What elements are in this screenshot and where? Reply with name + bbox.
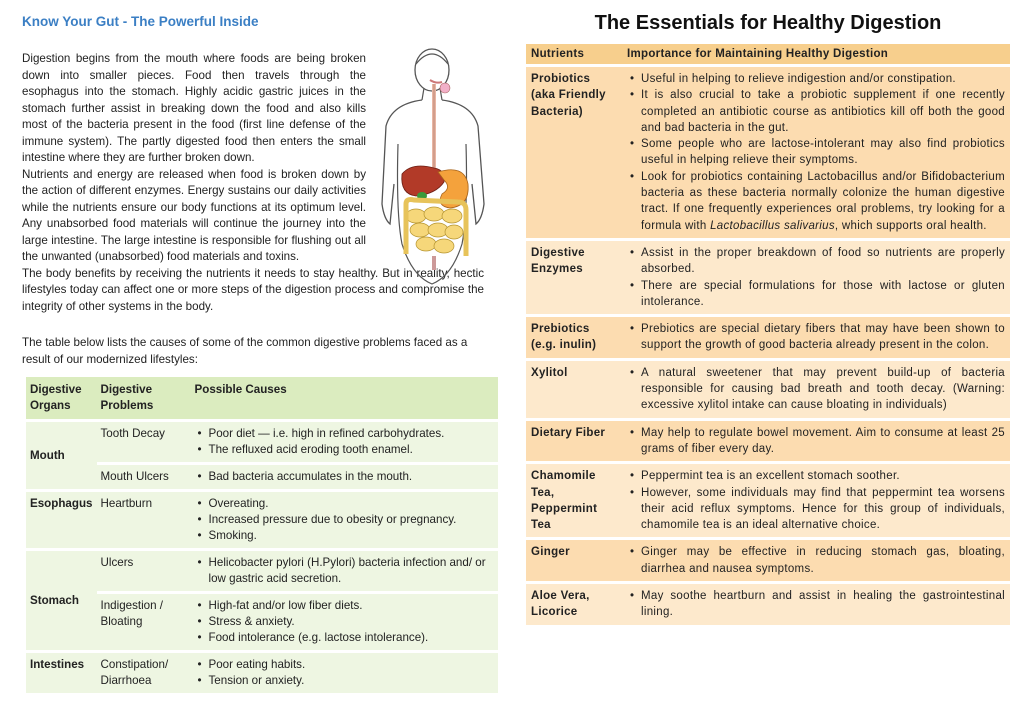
problem-ulcers: Ulcers bbox=[97, 551, 191, 591]
nutrient-ginger: Ginger bbox=[526, 540, 622, 581]
organ-stomach: Stomach bbox=[26, 551, 97, 650]
table-row bbox=[526, 421, 1010, 462]
organ-mouth: Mouth bbox=[26, 422, 97, 489]
desc-xylitol bbox=[622, 361, 1010, 418]
table-row bbox=[26, 422, 498, 462]
list-item: • Assist in the proper breakdown of food so nutrients are properly absorbed. bbox=[641, 245, 1005, 278]
list-item: • Useful in helping to relieve indigestion and/or constipation. bbox=[641, 71, 1005, 87]
list-item: • May soothe heartburn and assist in healing the gastrointestinal lining. bbox=[641, 588, 1005, 621]
organ-intestines: Intestines bbox=[26, 653, 97, 693]
cause-item: • Poor diet — i.e. high in refined carbohydrates. bbox=[209, 426, 495, 442]
table-intro: The table below lists the causes of some of the common digestive problems faced as a result of our modernized lifestyles: bbox=[22, 336, 468, 366]
table-row bbox=[26, 653, 498, 693]
problem-heartburn: Heartburn bbox=[97, 492, 191, 548]
nutrient-fiber: Dietary Fiber bbox=[526, 421, 622, 462]
table-row bbox=[26, 551, 498, 591]
intro-paragraph-3: The body benefits by receiving the nutrients it needs to stay healthy. But in reality, hectic lifestyles today can affect one or more steps of the digestion process and compromise the integrity of other systems in the body. bbox=[22, 266, 484, 313]
nutrient-enzymes: Digestive Enzymes bbox=[526, 241, 622, 314]
table-row bbox=[26, 465, 498, 489]
section-title: Know Your Gut - The Powerful Inside bbox=[22, 14, 259, 29]
list-item: • There are special formulations for those with lactose or gluten intolerance. bbox=[641, 278, 1005, 311]
text-span: Look for probiotics containing Lactobacillus and/or Bifidobacterium bacteria as these bacteria normally colonize the human digestive tract. If one frequently experiences oral problems, try looking for a formula with bbox=[641, 170, 1005, 232]
list-item: • Peppermint tea is an excellent stomach soother. bbox=[641, 468, 1005, 484]
problem-mouth-ulcers: Mouth Ulcers bbox=[97, 465, 191, 489]
list-item: • May help to regulate bowel movement. Aim to consume at least 25 grams of fiber every day. bbox=[641, 425, 1005, 458]
cause-item: • Food intolerance (e.g. lactose intolerance). bbox=[209, 630, 495, 646]
header-causes: Possible Causes bbox=[191, 377, 499, 419]
list-item: • It is also crucial to take a probiotic supplement if one recently completed an antibiotic course as antibiotics kill off both the good and bad bacteria in the gut. bbox=[641, 87, 1005, 136]
list-item: • However, some individuals may find that peppermint tea worsens their acid reflux symptoms. Hence for this group of individuals, chamomile tea is an ideal alternative choice. bbox=[641, 485, 1005, 534]
list-item: • Prebiotics are special dietary fibers that may have been shown to support the growth of good bacteria already present in the colon. bbox=[641, 321, 1005, 354]
table-row bbox=[526, 361, 1010, 418]
causes-mouth-ulcers bbox=[191, 465, 499, 489]
header-importance: Importance for Maintaining Healthy Digestion bbox=[622, 44, 1010, 64]
cause-item: • Overeating. bbox=[209, 496, 495, 512]
left-column bbox=[22, 14, 484, 696]
causes-heartburn bbox=[191, 492, 499, 548]
desc-probiotics bbox=[622, 67, 1010, 238]
desc-fiber bbox=[622, 421, 1010, 462]
organ-esophagus: Esophagus bbox=[26, 492, 97, 548]
nutrient-prebiotics: Prebiotics (e.g. inulin) bbox=[526, 317, 622, 358]
problem-constipation: Constipation/ Diarrhoea bbox=[97, 653, 191, 693]
header-organs: Digestive Organs bbox=[26, 377, 97, 419]
table-row bbox=[526, 67, 1010, 238]
cause-item: • Tension or anxiety. bbox=[209, 673, 495, 689]
list-item: • A natural sweetener that may prevent build-up of bacteria responsible for causing bad breath and tooth decay. (Warning: excessive xylitol intake can cause bloating in individuals) bbox=[641, 365, 1005, 414]
page-title: The Essentials for Healthy Digestion bbox=[594, 12, 942, 34]
table-row bbox=[526, 317, 1010, 358]
table-row bbox=[526, 584, 1010, 625]
nutrient-chamomile: Chamomile Tea, Peppermint Tea bbox=[526, 464, 622, 537]
problem-tooth-decay: Tooth Decay bbox=[97, 422, 191, 462]
nutrient-xylitol: Xylitol bbox=[526, 361, 622, 418]
cause-item: • Helicobacter pylori (H.Pylori) bacteria infection and/ or low gastric acid secretion. bbox=[209, 555, 495, 587]
nutrient-aloe: Aloe Vera, Licorice bbox=[526, 584, 622, 625]
desc-enzymes bbox=[622, 241, 1010, 314]
table-row bbox=[26, 492, 498, 548]
causes-ulcers bbox=[191, 551, 499, 591]
digestive-system-illustration bbox=[372, 44, 502, 289]
intro-paragraph-1: Digestion begins from the mouth where foods are being broken down into smaller pieces. Food then travels through the esophagus into the stomach. Highly acidic gastric juices in the stomach further assist in breaking down the food and also kills most of the bacteria present in the food (first line defense of the immune system). The partly digested food then enters the small intestine where they are further broken down. bbox=[22, 52, 366, 164]
table-row bbox=[26, 594, 498, 650]
cause-item: • High-fat and/or low fiber diets. bbox=[209, 598, 495, 614]
digestive-problems-table bbox=[26, 374, 498, 696]
problem-indigestion: Indigestion / Bloating bbox=[97, 594, 191, 650]
desc-aloe bbox=[622, 584, 1010, 625]
table-header-row bbox=[526, 44, 1010, 64]
cause-item: • Stress & anxiety. bbox=[209, 614, 495, 630]
cause-item: • Increased pressure due to obesity or pregnancy. bbox=[209, 512, 495, 528]
header-problems: Digestive Problems bbox=[97, 377, 191, 419]
table-row bbox=[526, 241, 1010, 314]
desc-prebiotics bbox=[622, 317, 1010, 358]
header-nutrients: Nutrients bbox=[526, 44, 622, 64]
cause-item: • Bad bacteria accumulates in the mouth. bbox=[209, 469, 495, 485]
list-item: • Ginger may be effective in reducing stomach gas, bloating, diarrhea and nausea symptoms. bbox=[641, 544, 1005, 577]
list-item: • Some people who are lactose-intolerant may also find probiotics useful in helping relieve their symptoms. bbox=[641, 136, 1005, 169]
cause-item: • Poor eating habits. bbox=[209, 657, 495, 673]
cause-item: • The refluxed acid eroding tooth enamel. bbox=[209, 442, 495, 458]
desc-ginger bbox=[622, 540, 1010, 581]
table-row bbox=[526, 540, 1010, 581]
nutrients-table bbox=[526, 41, 1010, 628]
intro-paragraph-2: Nutrients and energy are released when food is broken down by the action of different enzymes. Energy sustains our daily activities while the nutrients ensure our body functions at its optimum level. Any unabsorbed food materials will continue the journey into the large intestine. The large intestine is responsible for flushing out all the unwanted (unabsorbed) food materials and toxins. bbox=[22, 167, 366, 263]
text-span: , which supports oral health. bbox=[834, 219, 987, 232]
causes-indigestion bbox=[191, 594, 499, 650]
desc-chamomile bbox=[622, 464, 1010, 537]
causes-constipation bbox=[191, 653, 499, 693]
italic-species: Lactobacillus salivarius bbox=[710, 219, 835, 232]
table-header-row bbox=[26, 377, 498, 419]
right-column bbox=[526, 10, 1010, 628]
cause-item: • Smoking. bbox=[209, 528, 495, 544]
list-item bbox=[641, 169, 1005, 234]
table-row bbox=[526, 464, 1010, 537]
causes-tooth-decay bbox=[191, 422, 499, 462]
nutrient-probiotics: Probiotics (aka Friendly Bacteria) bbox=[526, 67, 622, 238]
